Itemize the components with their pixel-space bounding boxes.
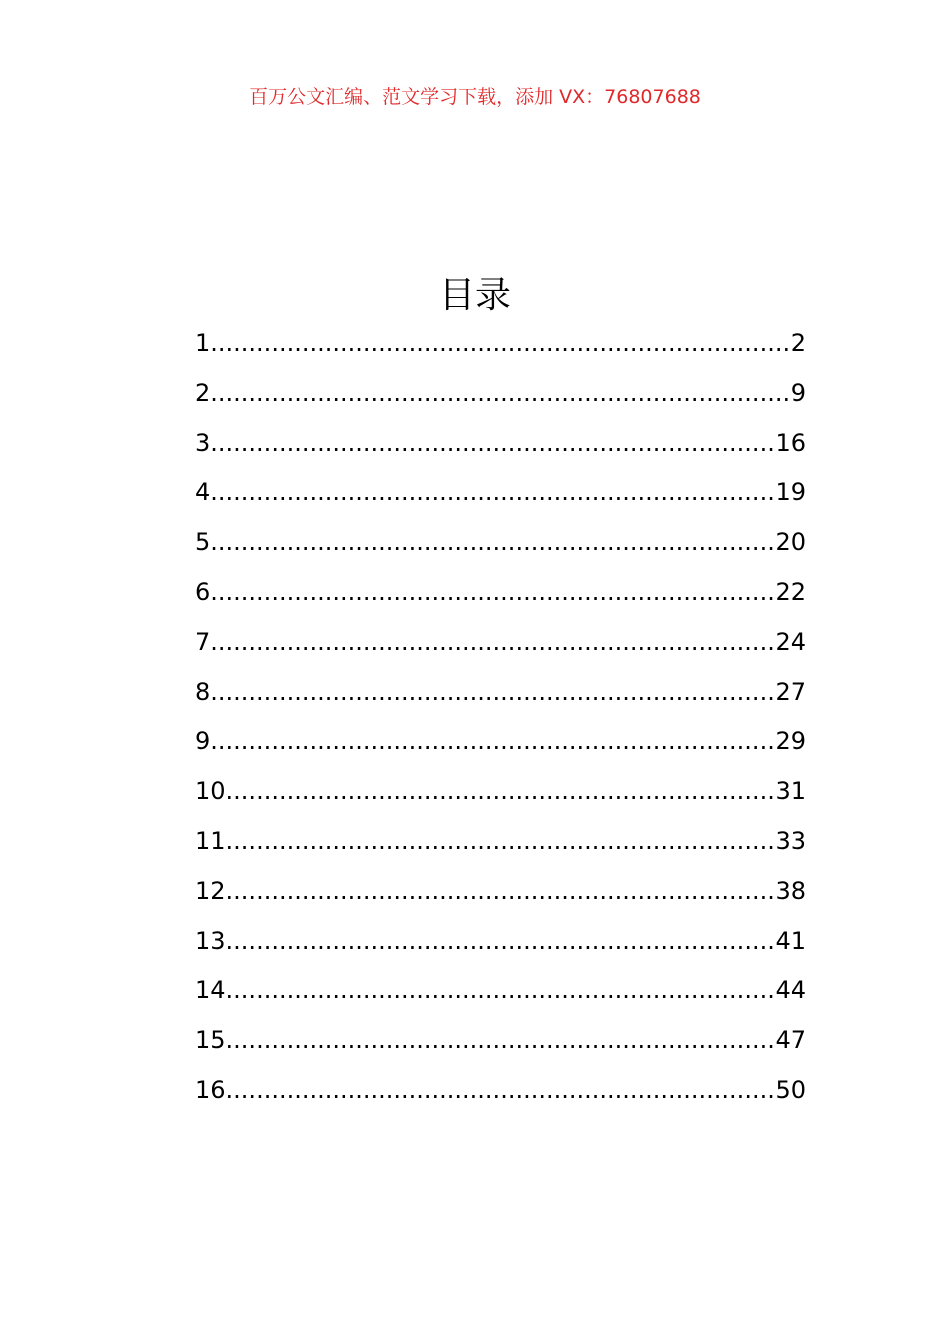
dot-leader <box>210 576 775 608</box>
toc-entry-number: 3 <box>195 428 211 457</box>
toc-entry[interactable] <box>195 526 806 576</box>
toc-entry[interactable] <box>195 725 806 775</box>
toc-entry-page: 16 <box>775 428 806 457</box>
dot-leader <box>226 925 776 957</box>
toc-entry-page: 2 <box>790 329 806 357</box>
dot-leader <box>226 974 776 1006</box>
toc-entry[interactable] <box>195 1074 806 1124</box>
toc-entry[interactable] <box>195 626 806 676</box>
dot-leader <box>210 676 775 708</box>
toc-entry-page: 24 <box>775 627 806 656</box>
toc-entry-number: 1 <box>195 329 211 357</box>
toc-entry-page: 29 <box>775 727 806 756</box>
toc-entry-page: 38 <box>775 876 806 905</box>
toc-entry[interactable] <box>195 576 806 626</box>
header-note: 百万公文汇编、范文学习下载，添加 VX：76807688 <box>249 86 701 108</box>
dot-leader <box>226 775 776 807</box>
toc-entry[interactable] <box>195 1024 806 1074</box>
toc-entry-page: 44 <box>775 976 806 1005</box>
toc-entry[interactable] <box>195 825 806 875</box>
toc-entry-number: 14 <box>195 976 226 1005</box>
dot-leader <box>210 725 775 757</box>
dot-leader <box>226 875 776 907</box>
toc-entry[interactable] <box>195 427 806 477</box>
toc-entry[interactable] <box>195 377 806 427</box>
dot-leader <box>210 476 775 508</box>
toc-entry-page: 19 <box>775 478 806 507</box>
toc-entry-page: 41 <box>775 926 806 955</box>
dot-leader <box>210 626 775 658</box>
toc-entry-page: 9 <box>790 378 806 407</box>
toc-entry-page: 50 <box>775 1075 806 1104</box>
dot-leader <box>210 377 790 409</box>
dot-leader <box>210 427 775 459</box>
toc-entry-page: 27 <box>775 677 806 706</box>
toc-entry[interactable] <box>195 676 806 726</box>
toc-entry-number: 11 <box>195 826 226 855</box>
toc-entry[interactable] <box>195 974 806 1024</box>
toc-entry-number: 2 <box>195 378 211 407</box>
toc-entry[interactable] <box>195 775 806 825</box>
toc-entry-page: 22 <box>775 577 806 606</box>
dot-leader <box>226 1074 776 1106</box>
toc-entry[interactable] <box>195 476 806 526</box>
toc-entry-number: 13 <box>195 926 226 955</box>
toc-entry-number: 6 <box>195 577 211 606</box>
toc-entry-page: 20 <box>775 528 806 557</box>
toc-entry-number: 9 <box>195 727 211 756</box>
toc-entry-number: 12 <box>195 876 226 905</box>
toc-title: 目录 <box>438 275 511 316</box>
toc-entry-number: 7 <box>195 627 211 656</box>
toc-entry-number: 16 <box>195 1075 226 1104</box>
toc-list <box>195 327 806 1124</box>
toc-entry-number: 15 <box>195 1026 226 1055</box>
dot-leader <box>210 327 790 359</box>
toc-entry-page: 47 <box>775 1026 806 1055</box>
dot-leader <box>226 1024 776 1056</box>
toc-entry-page: 31 <box>775 777 806 806</box>
dot-leader <box>226 825 776 857</box>
toc-entry-number: 4 <box>195 478 211 507</box>
toc-entry-number: 8 <box>195 677 211 706</box>
toc-entry-number: 5 <box>195 528 211 557</box>
toc-entry-number: 10 <box>195 777 226 806</box>
toc-entry-page: 33 <box>775 826 806 855</box>
dot-leader <box>210 526 775 558</box>
toc-entry[interactable] <box>195 327 806 377</box>
toc-entry[interactable] <box>195 875 806 925</box>
toc-entry[interactable] <box>195 925 806 975</box>
